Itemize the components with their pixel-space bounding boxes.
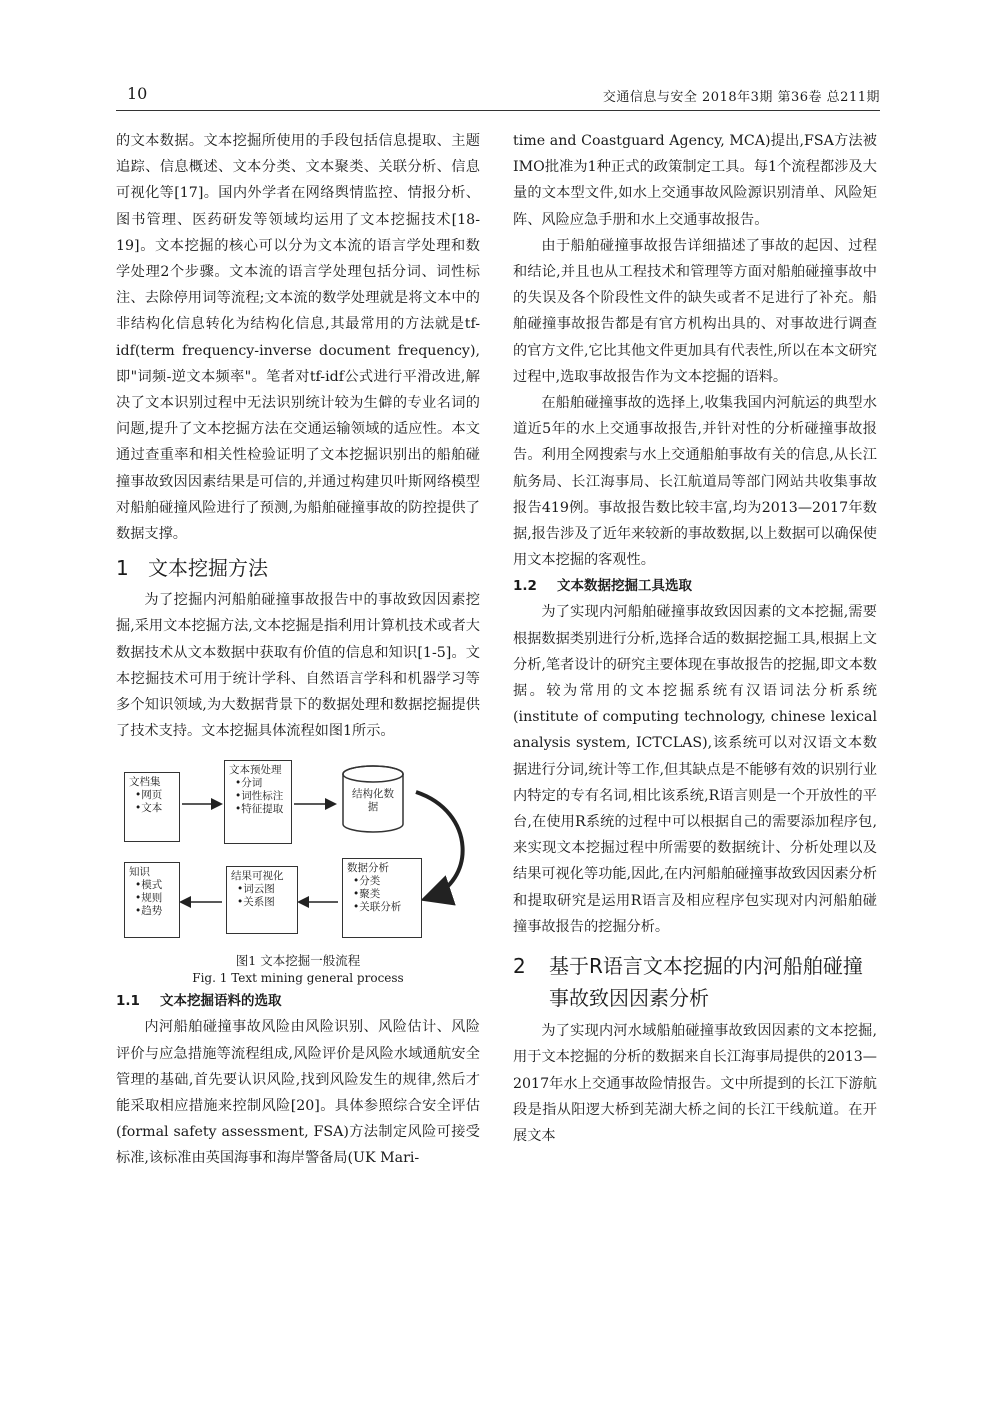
box-document-set-item: •网页 xyxy=(135,789,163,802)
paragraph-section-1-1: 内河船舶碰撞事故风险由风险识别、风险估计、风险评价与应急措施等流程组成,风险评价是风险水域通航安全管理的基础,首先要认识风险,找到风险发生的规律,然后才能采取相应措施来控制风险[20]。具体参照综合安全评估(formal safety assessment, FSA)方法制定风险可接受标准,该标准由英国海事和海岸警备局(UK Mari- xyxy=(116,1019,480,1167)
box-data-analysis-item: •聚类 xyxy=(353,888,381,901)
box-document-set xyxy=(124,772,180,842)
paragraph-intro-cont: 的文本数据。文本挖掘所使用的手段包括信息提取、主题追踪、信息概述、文本分类、文本聚类、关联分析、信息可视化等[17]。国内外学者在网络舆情监控、情报分析、图书管理、医药研发等领域均运用了文本挖掘技术[18-19]。文本挖掘的核心可以分为文本流的语言学处理和数学处理2个步骤。文本流的语言学处理包括分词、词性标注、去除停用词等流程;文本流的数学处理就是将文本中的非结构化信息转化为结构化信息,其最常用的方法就是tf-idf(term frequency-inverse document frequency),即"词频-逆文本频率"。笔者对tf-idf公式进行平滑改进,解决了文本识别过程中无法识别统计较为生僻的专业名词的问题,提升了文本挖掘方法在交通运输领域的适应性。本文通过查重率和相关性检验证明了文本挖掘识别出的船舶碰撞事故致因因素结果是可信的,并通过构建贝叶斯网络模型对船舶碰撞风险进行了预测,为船舶碰撞事故的防控提供了数据支撑。 xyxy=(116,133,480,543)
arrow-struct-to-analysis xyxy=(416,792,463,898)
paragraph-section-2: 为了实现内河水域船舶碰撞事故致因因素的文本挖掘,用于文本挖掘的分析的数据来自长江海事局提供的2013—2017年水上交通事故险情报告。文中所提到的长江下游航段是指从阳逻大桥到芜湖大桥之间的长江干线航道。在开展文本 xyxy=(513,1023,877,1144)
section-1-number: 1 xyxy=(116,556,129,581)
figure-1-caption-cn: 图1 文本挖掘一般流程 xyxy=(235,953,361,969)
box-knowledge-item: •规则 xyxy=(135,892,163,905)
section-1-2-number: 1.2 xyxy=(513,578,537,595)
box-text-preprocessing-title: 文本预处理 xyxy=(229,764,282,777)
cylinder-structured-data-label: 结构化数据 xyxy=(352,788,394,814)
box-knowledge-title: 知识 xyxy=(129,866,150,879)
box-result-visualization-title: 结果可视化 xyxy=(231,870,284,883)
box-result-visualization-item: •关系图 xyxy=(237,896,275,909)
section-1-1-title: 文本挖掘语料的选取 xyxy=(160,993,282,1010)
section-1-1-number: 1.1 xyxy=(116,993,140,1010)
left-column xyxy=(116,128,480,1172)
box-data-analysis-item: •分类 xyxy=(353,875,381,888)
section-2-heading xyxy=(513,950,877,1014)
box-data-analysis xyxy=(342,858,422,938)
section-2-number: 2 xyxy=(513,954,526,979)
journal-header: 交通信息与安全 2018年3期 第36卷 总211期 xyxy=(602,90,880,105)
box-text-preprocessing-item: •特征提取 xyxy=(235,803,284,816)
section-1-1-heading xyxy=(116,988,480,1014)
right-column xyxy=(513,128,877,1149)
section-2-title: 基于R语言文本挖掘的内河船舶碰撞事故致因因素分析 xyxy=(549,954,863,1011)
section-1-2-heading xyxy=(513,573,877,599)
box-text-preprocessing xyxy=(224,760,292,844)
paragraph-section-1: 为了挖掘内河船舶碰撞事故报告中的事故致因因素挖掘,采用文本挖掘方法,文本挖掘是指利用计算机技术或者大数据技术从文本数据中获取有价值的信息和知识[1-5]。文本挖掘技术可用于统计学科、自然语言学科和机器学习等多个知识领域,为大数据背景下的数据处理和数据挖掘提供了技术支持。文本挖掘具体流程如图1所示。 xyxy=(116,592,480,740)
paragraph-report-reason: 由于船舶碰撞事故报告详细描述了事故的起因、过程和结论,并且也从工程技术和管理等方面对船舶碰撞事故中的失误及各个阶段性文件的缺失或者不足进行了补充。船舶碰撞事故报告都是有官方机构出具的、对事故进行调查的官方文件,它比其他文件更加具有代表性,所以在本文研究过程中,选取事故报告作为文本挖掘的语料。 xyxy=(513,237,877,385)
box-result-visualization xyxy=(226,866,298,934)
section-1-title: 文本挖掘方法 xyxy=(148,556,268,581)
section-1-heading xyxy=(116,553,480,583)
section-1-2-title: 文本数据挖掘工具选取 xyxy=(557,578,692,595)
box-data-analysis-title: 数据分析 xyxy=(347,862,389,875)
box-document-set-title: 文档集 xyxy=(129,776,161,789)
box-knowledge-item: •模式 xyxy=(135,879,163,892)
paragraph-report-selection: 在船舶碰撞事故的选择上,收集我国内河航运的典型水道近5年的水上交通事故报告,并针对性的分析碰撞事故报告。利用全网搜索与水上交通船舶事故有关的信息,从长江航务局、长江海事局、长江航道局等部门网站共收集事故报告419例。事故报告数比较丰富,均为2013—2017年数据,报告涉及了近年来较新的事故数据,以上数据可以确保使用文本挖掘的客观性。 xyxy=(513,395,877,569)
figure-1-caption-en: Fig. 1 Text mining general process xyxy=(192,971,404,986)
figure-1 xyxy=(116,752,480,952)
paragraph-fsa-cont: time and Coastguard Agency, MCA)提出,FSA方法被IMO批准为1种正式的政策制定工具。每1个流程都涉及大量的文本型文件,如水上交通事故风险源识别清单、风险矩阵、风险应急手册和水上交通事故报告。 xyxy=(513,133,877,228)
page-number: 10 xyxy=(127,84,148,103)
box-result-visualization-item: •词云图 xyxy=(237,883,275,896)
box-data-analysis-item: •关联分析 xyxy=(353,901,402,914)
header-rule xyxy=(116,110,880,111)
box-document-set-item: •文本 xyxy=(135,802,163,815)
box-knowledge-item: •趋势 xyxy=(135,905,163,918)
paragraph-section-1-2: 为了实现内河船舶碰撞事故致因因素的文本挖掘,需要根据数据类别进行分析,选择合适的数据挖掘工具,根据上文分析,笔者设计的研究主要体现在事故报告的挖掘,即文本数据。较为常用的文本挖掘系统有汉语词法分析系统(institute of computing technology, chinese lexical analysis system, ICTCLAS),该系统可以对汉语文本数据进行分词,统计等工作,但其缺点是不能够有效的识别行业内特定的专有名词,相比该系统,R语言则是一个开放性的平台,在使用R系统的过程中可以根据自己的需要添加程序包,来实现文本挖掘过程中所需要的数据统计、分析处理以及结果可视化等功能,因此,在内河船舶碰撞事故致因因素分析和提取研究是运用R语言及相应程序包实现对内河船舶碰撞事故报告的挖掘分析。 xyxy=(513,604,877,935)
cylinder-structured-data xyxy=(340,764,406,834)
box-text-preprocessing-item: •词性标注 xyxy=(235,790,284,803)
box-knowledge xyxy=(124,862,180,938)
box-text-preprocessing-item: •分词 xyxy=(235,777,263,790)
